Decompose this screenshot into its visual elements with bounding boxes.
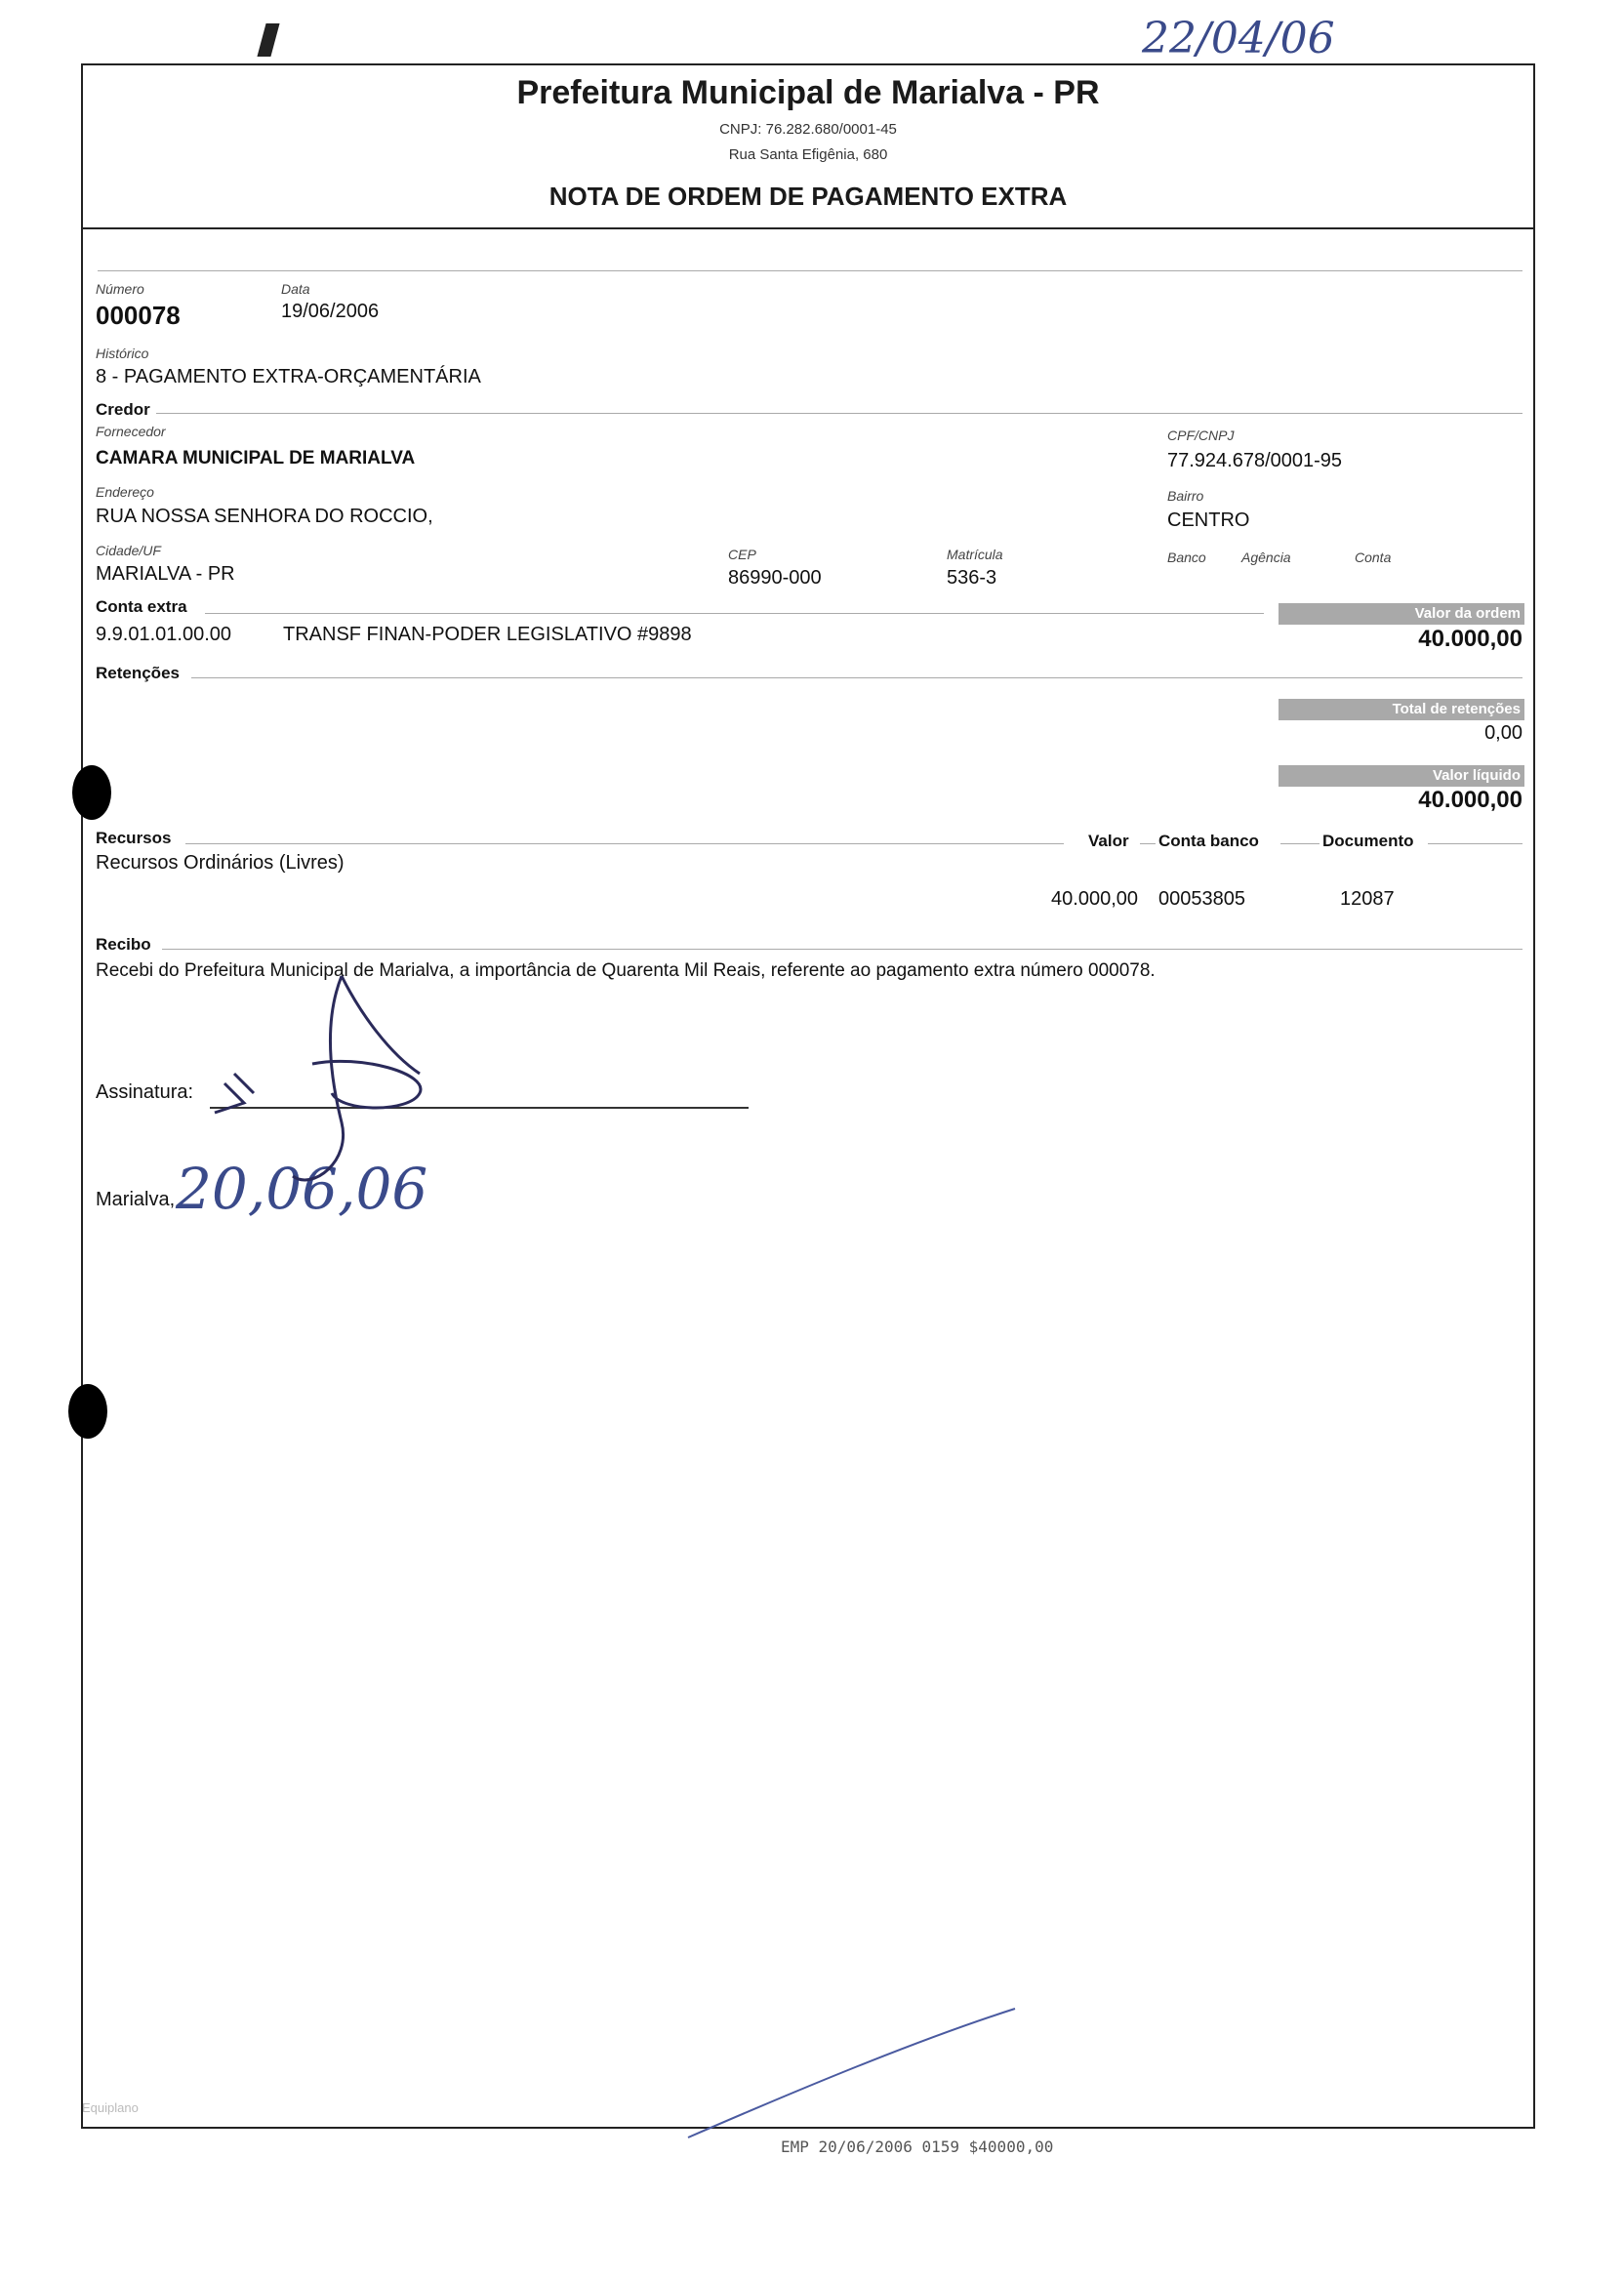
header-cnpj: CNPJ: 76.282.680/0001-45 [719,121,897,138]
fornecedor-value: CAMARA MUNICIPAL DE MARIALVA [96,448,416,468]
divider [185,843,1064,844]
conta-extra-code: 9.9.01.01.00.00 [96,624,232,645]
numero-label: Número [96,281,144,297]
signature-mark [195,966,449,1210]
agencia-label: Agência [1241,550,1291,565]
pen-stroke [683,2001,1035,2147]
corner-mark [257,23,279,57]
divider [1280,843,1320,844]
conta-label: Conta [1355,550,1392,565]
historico-label: Histórico [96,346,149,361]
numero-value: 000078 [96,301,181,330]
recursos-documento-header: Documento [1322,832,1414,850]
recursos-valor: 40.000,00 [1051,888,1138,910]
header-address: Rua Santa Efigênia, 680 [728,146,888,163]
recursos-documento: 12087 [1340,888,1395,910]
recursos-section-title: Recursos [96,829,172,847]
header-separator [81,227,1535,229]
cep-label: CEP [728,547,756,562]
punch-hole [72,765,111,820]
conta-extra-desc: TRANSF FINAN-PODER LEGISLATIVO #9898 [283,624,692,645]
divider [205,613,1264,614]
recursos-item: Recursos Ordinários (Livres) [96,852,345,874]
divider [1428,843,1522,844]
cpf-value: 77.924.678/0001-95 [1167,450,1343,471]
recursos-conta-banco: 00053805 [1158,888,1245,910]
software-credit: Equiplano [82,2100,139,2115]
divider [156,413,1522,414]
historico-value: 8 - PAGAMENTO EXTRA-ORÇAMENTÁRIA [96,366,481,387]
recibo-section-title: Recibo [96,935,151,954]
valor-liquido-value: 40.000,00 [1418,787,1522,813]
page-title: Prefeitura Municipal de Marialva - PR [516,74,1100,111]
retencoes-section-title: Retenções [96,664,180,682]
data-label: Data [281,281,310,297]
divider [162,949,1522,950]
divider [1140,843,1156,844]
cidade-value: MARIALVA - PR [96,563,235,585]
matricula-value: 536-3 [947,567,997,589]
divider [98,270,1522,271]
bairro-value: CENTRO [1167,509,1250,531]
banco-label: Banco [1167,550,1206,565]
valor-liquido-label: Valor líquido [1279,765,1524,787]
recursos-valor-header: Valor [1088,832,1129,850]
cpf-label: CPF/CNPJ [1167,428,1235,443]
endereco-label: Endereço [96,484,154,500]
fornecedor-label: Fornecedor [96,424,166,439]
conta-extra-section-title: Conta extra [96,597,187,616]
local-label: Marialva, [96,1189,176,1210]
total-retencoes-value: 0,00 [1484,722,1522,744]
credor-section-title: Credor [96,400,150,419]
recibo-text: Recebi do Prefeitura Municipal de Marialva, a importância de Quarenta Mil Reais, referente ao pagamento extra número 000078. [96,960,1156,981]
handwritten-local-date: 20,06,06 [176,1156,428,1222]
valor-ordem-value: 40.000,00 [1418,626,1522,652]
punch-hole [68,1384,107,1439]
divider [191,677,1522,678]
document-title: NOTA DE ORDEM DE PAGAMENTO EXTRA [548,182,1068,211]
data-value: 19/06/2006 [281,301,380,322]
bairro-label: Bairro [1167,488,1204,504]
matricula-label: Matrícula [947,547,1003,562]
endereco-value: RUA NOSSA SENHORA DO ROCCIO, [96,506,433,527]
handwritten-date-stamp: 22/04/06 [1142,14,1335,63]
bank-stamp: EMP 20/06/2006 0159 $40000,00 [781,2138,1054,2156]
assinatura-label: Assinatura: [96,1081,194,1103]
recursos-conta-banco-header: Conta banco [1158,832,1259,850]
total-retencoes-label: Total de retenções [1279,699,1524,720]
cidade-label: Cidade/UF [96,543,161,558]
cep-value: 86990-000 [728,567,822,589]
valor-ordem-label: Valor da ordem [1279,603,1524,625]
